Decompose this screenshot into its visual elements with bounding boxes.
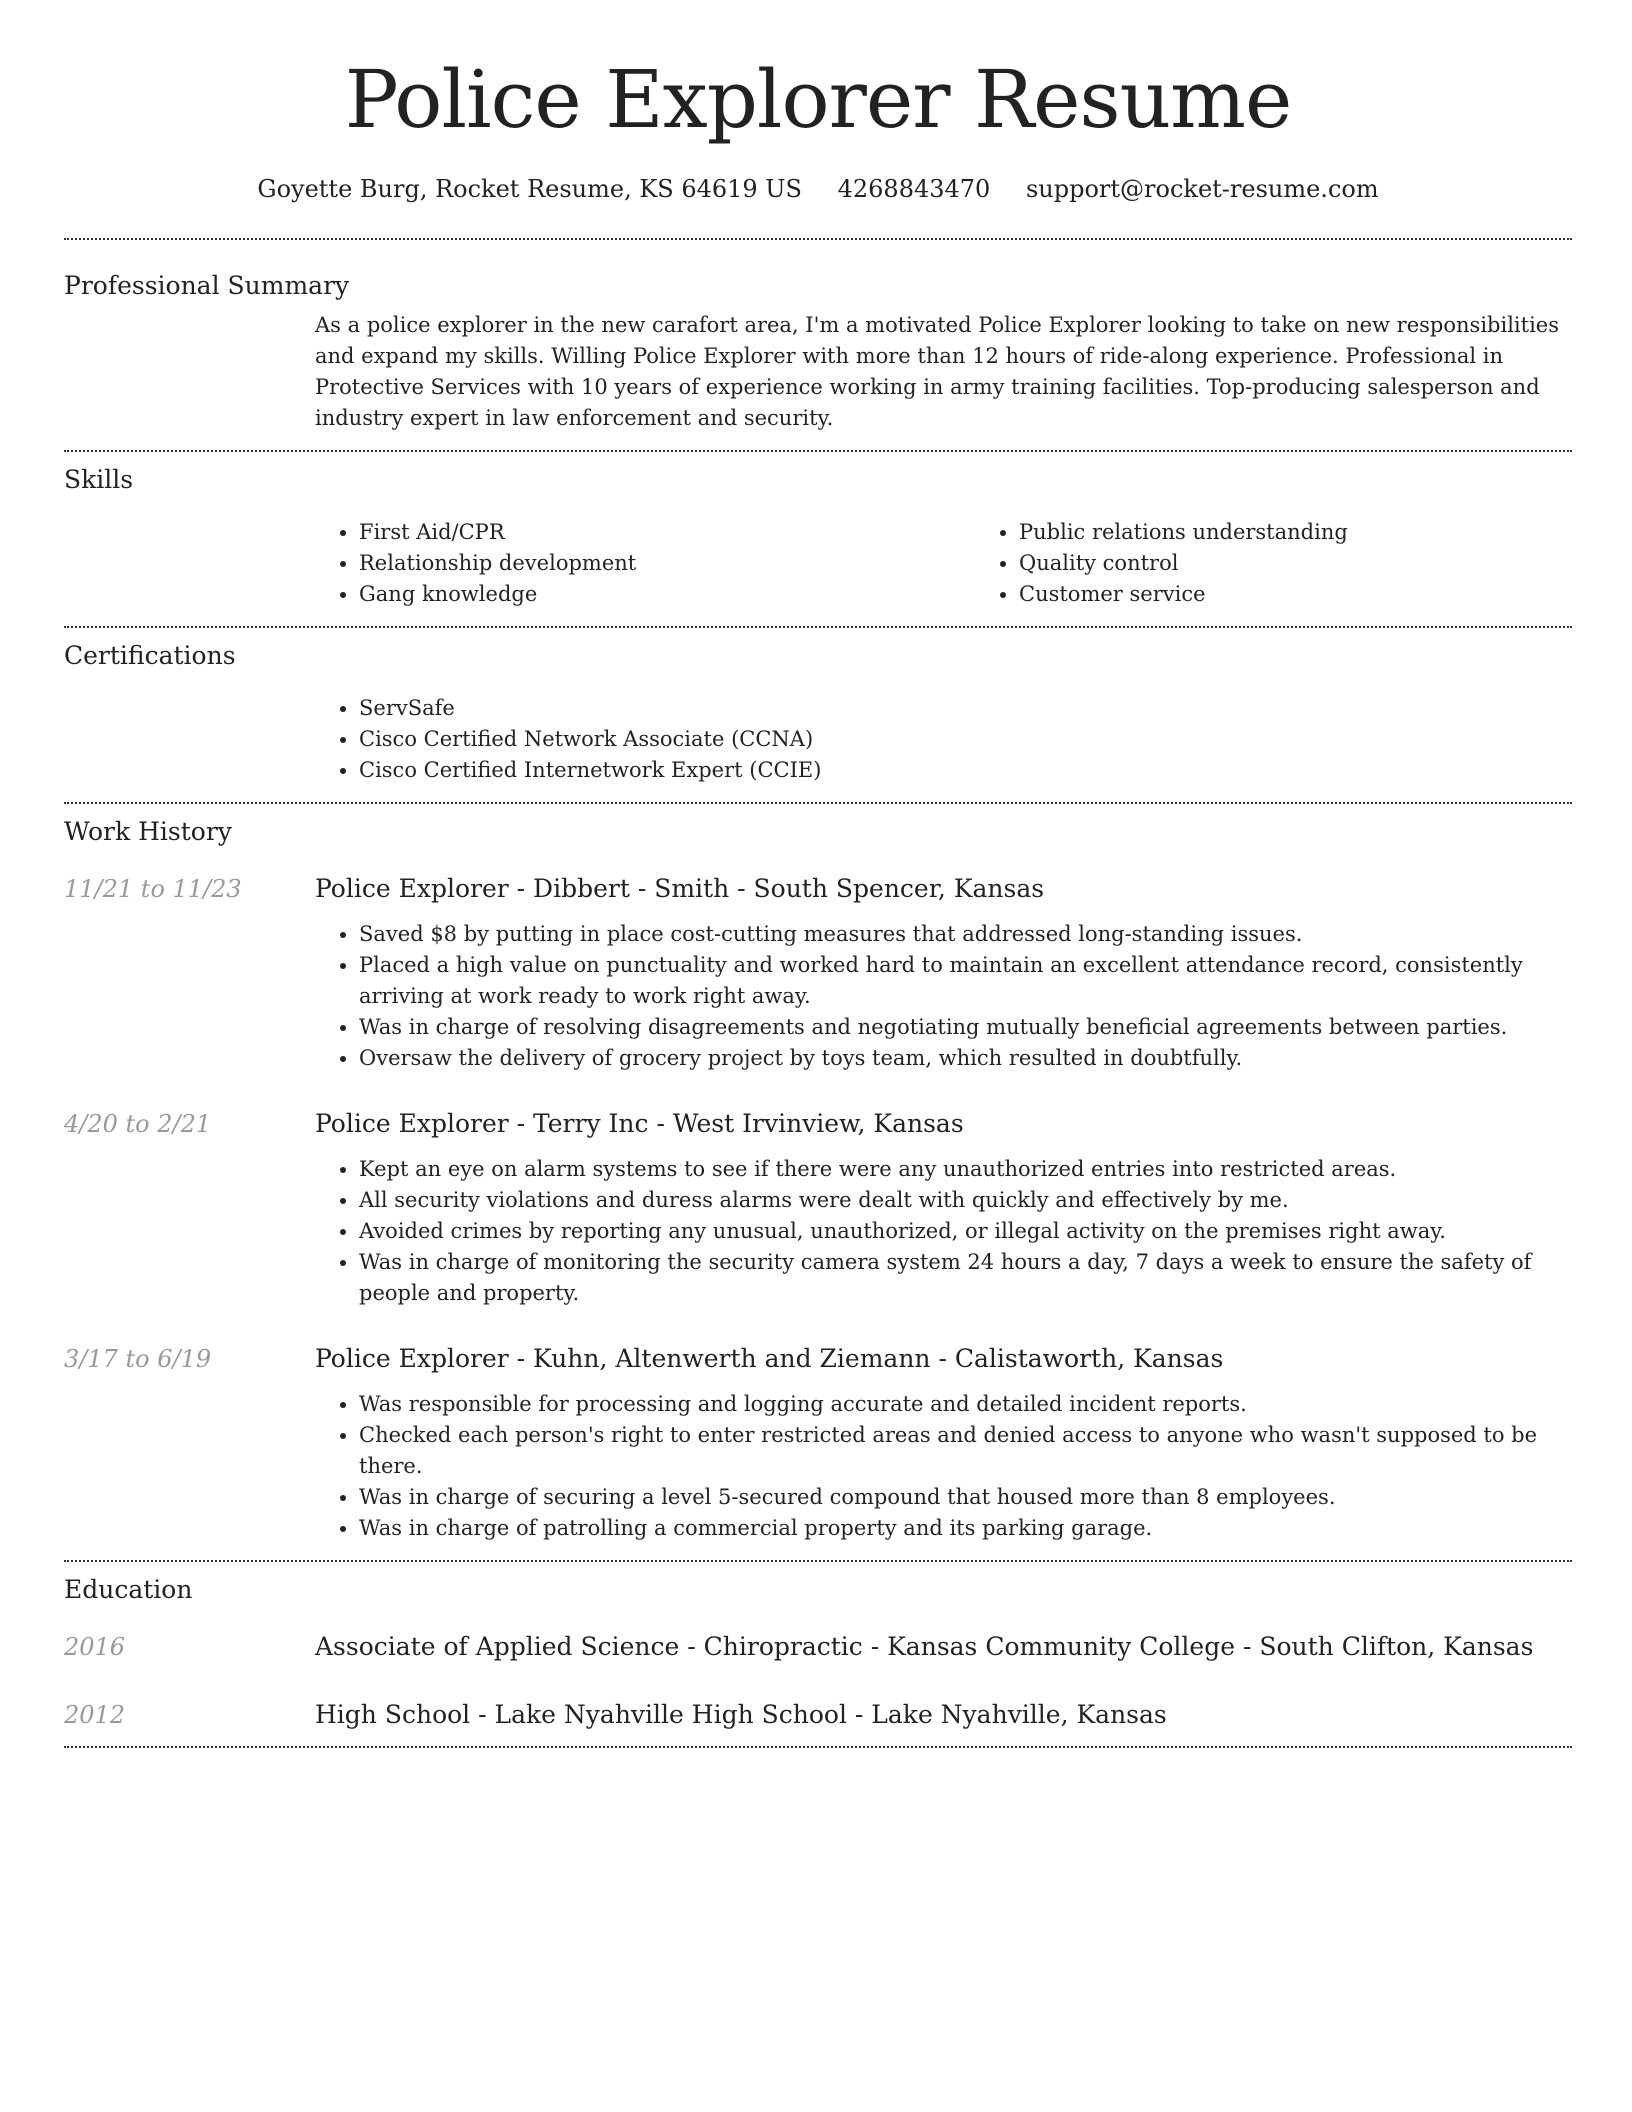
resume-title: Police Explorer Resume <box>344 53 1292 146</box>
education-degree: Associate of Applied Science - Chiropractic - Kansas Community College - South Clifton, Kansas <box>315 1632 1534 1661</box>
job-dates: 4/20 to 2/21 <box>64 1110 212 1138</box>
certification-item: • ServSafe <box>359 693 1572 724</box>
job-bullet: • Placed a high value on punctuality and worked hard to maintain an excellent attendance record, consistently arriving at work ready to work right away. <box>359 950 1572 1012</box>
job-details <box>315 1107 1572 1309</box>
divider <box>64 1746 1572 1748</box>
certifications-section <box>64 628 1572 802</box>
job-bullet: • Was in charge of patrolling a commercial property and its parking garage. <box>359 1513 1572 1544</box>
certifications-list <box>315 693 1572 786</box>
job-bullet: • Kept an eye on alarm systems to see if there were any unauthorized entries into restricted areas. <box>359 1154 1572 1185</box>
job-bullet: • Was in charge of monitoring the security camera system 24 hours a day, 7 days a week to ensure the safety of people and property. <box>359 1247 1572 1309</box>
resume-page <box>64 0 1572 1748</box>
job-bullet: • Oversaw the delivery of grocery project by toys team, which resulted in doubtfully. <box>359 1043 1572 1074</box>
job-bullet: • Checked each person's right to enter restricted areas and denied access to anyone who wasn't supposed to be there. <box>359 1420 1572 1482</box>
skill-item: • Relationship development <box>359 548 931 579</box>
job-bullets <box>315 1154 1572 1309</box>
skill-item: • Public relations understanding <box>1019 517 1591 548</box>
education-year: 2016 <box>64 1633 126 1661</box>
skill-item: • Quality control <box>1019 548 1591 579</box>
section-heading-education: Education <box>64 1575 193 1604</box>
job-bullets <box>315 1389 1572 1544</box>
job-entry <box>64 1107 1572 1309</box>
contact-email: support@rocket-resume.com <box>1025 175 1379 203</box>
job-title: Police Explorer - Dibbert - Smith - South Spencer, Kansas <box>315 874 1045 903</box>
section-heading-work: Work History <box>64 817 232 846</box>
job-dates: 11/21 to 11/23 <box>64 875 242 903</box>
job-details <box>315 1342 1572 1544</box>
job-bullet: • Saved $8 by putting in place cost-cutting measures that addressed long-standing issues. <box>359 919 1572 950</box>
contact-line <box>64 172 1572 206</box>
section-heading-summary: Professional Summary <box>64 271 350 300</box>
certifications-body <box>315 693 1572 786</box>
job-bullet: • Was responsible for processing and logging accurate and detailed incident reports. <box>359 1389 1572 1420</box>
contact-phone: 4268843470 <box>837 175 991 203</box>
job-bullets <box>315 919 1572 1074</box>
job-entry <box>64 872 1572 1074</box>
education-entry <box>64 1630 1572 1664</box>
job-title: Police Explorer - Terry Inc - West Irvinview, Kansas <box>315 1109 964 1138</box>
education-entry <box>64 1698 1572 1732</box>
job-details <box>315 872 1572 1074</box>
job-entry <box>64 1342 1572 1544</box>
job-bullet: • All security violations and duress alarms were dealt with quickly and effectively by me. <box>359 1185 1572 1216</box>
section-heading-skills: Skills <box>64 465 134 494</box>
certification-item: • Cisco Certified Internetwork Expert (CCIE) <box>359 755 1572 786</box>
job-title: Police Explorer - Kuhn, Altenwerth and Ziemann - Calistaworth, Kansas <box>315 1344 1224 1373</box>
job-bullet: • Was in charge of securing a level 5-secured compound that housed more than 8 employees. <box>359 1482 1572 1513</box>
certification-item: • Cisco Certified Network Associate (CCNA) <box>359 724 1572 755</box>
skill-item: • Gang knowledge <box>359 579 931 610</box>
skills-list-left <box>315 517 931 610</box>
job-bullet: • Avoided crimes by reporting any unusual, unauthorized, or illegal activity on the premises right away. <box>359 1216 1572 1247</box>
summary-text: As a police explorer in the new carafort area, I'm a motivated Police Explorer looking to take on new responsibilities and expand my skills. Willing Police Explorer with more than 12 hours of ride-along experience. Professional in Protective Services with 10 years of experience working in army training facilities. Top-producing salesperson and industry expert in law enforcement and security. <box>315 313 1559 430</box>
work-history-section <box>64 804 1572 1560</box>
skill-item: • Customer service <box>1019 579 1591 610</box>
contact-address: Goyette Burg, Rocket Resume, KS 64619 US <box>257 175 802 203</box>
job-dates: 3/17 to 6/19 <box>64 1345 212 1373</box>
skill-item: • First Aid/CPR <box>359 517 931 548</box>
skills-section <box>64 452 1572 626</box>
job-bullet: • Was in charge of resolving disagreements and negotiating mutually beneficial agreements between parties. <box>359 1012 1572 1043</box>
education-degree: High School - Lake Nyahville High School - Lake Nyahville, Kansas <box>315 1700 1167 1729</box>
skills-columns <box>315 517 1572 610</box>
education-section <box>64 1562 1572 1746</box>
section-heading-certifications: Certifications <box>64 641 236 670</box>
education-year: 2012 <box>64 1701 126 1729</box>
summary-section <box>64 240 1572 450</box>
skills-list-right <box>975 517 1591 610</box>
